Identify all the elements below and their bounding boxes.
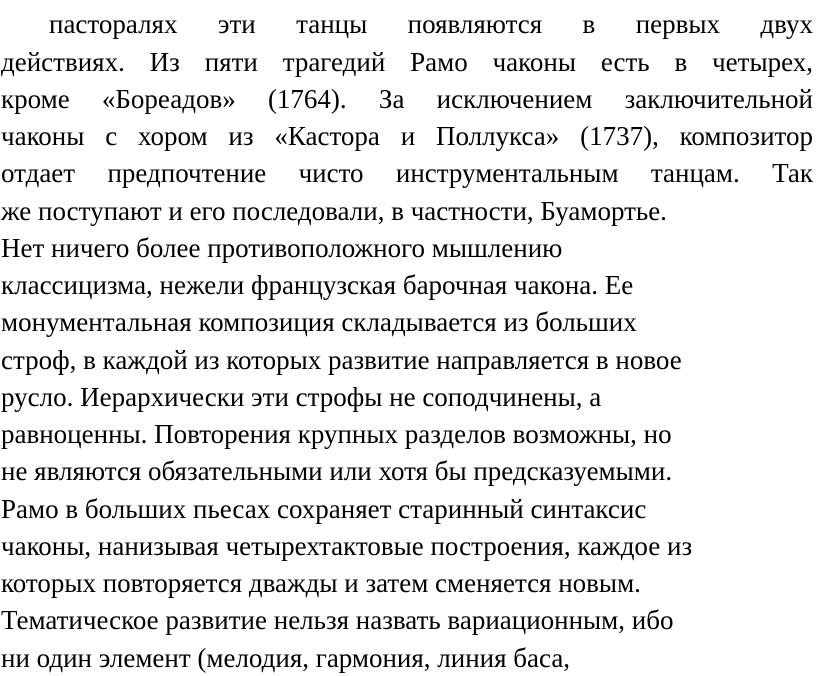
text-line-16: которых повторяется дважды и затем сменяется новым. bbox=[1, 568, 641, 598]
text-line-4: чаконы с хором из «Кастора и Поллукса» (1737), композитор bbox=[1, 121, 813, 151]
text-line-5: отдает предпочтение чисто инструментальным танцам. Так bbox=[1, 158, 813, 188]
text-line-10: строф, в каждой из которых развитие направляется в новое bbox=[1, 345, 682, 375]
text-line-17: Тематическое развитие нельзя назвать вариационным, ибо bbox=[1, 605, 674, 635]
text-line-13: не являются обязательными или хотя бы предсказуемыми. bbox=[1, 456, 673, 486]
text-line-9: монументальная композиция складывается из больших bbox=[1, 307, 637, 337]
text-line-12: равноценны. Повторения крупных разделов возможны, но bbox=[1, 419, 672, 449]
text-line-6: же поступают и его последовали, в частности, Буамортье. bbox=[1, 196, 667, 226]
text-line-3: кроме «Бореадов» (1764). За исключением заключительной bbox=[1, 84, 813, 114]
text-line-2: действиях. Из пяти трагедий Рамо чаконы есть в четырех, bbox=[1, 47, 813, 77]
text-line-14: Рамо в больших пьесах сохраняет старинный синтаксис bbox=[1, 494, 647, 524]
text-line-18: ни один элемент (мелодия, гармония, линия баса, bbox=[1, 643, 571, 673]
text-line-7: Нет ничего более противоположного мышлению bbox=[1, 233, 563, 263]
text-line-8: классицизма, нежели французская барочная чакона. Ее bbox=[1, 270, 634, 300]
text-line-11: русло. Иерархически эти строфы не соподчинены, а bbox=[1, 382, 602, 412]
text-line-15: чаконы, нанизывая четырехтактовые построения, каждое из bbox=[1, 531, 693, 561]
text-line-1: пасторалях эти танцы появляются в первых двух bbox=[49, 9, 813, 39]
